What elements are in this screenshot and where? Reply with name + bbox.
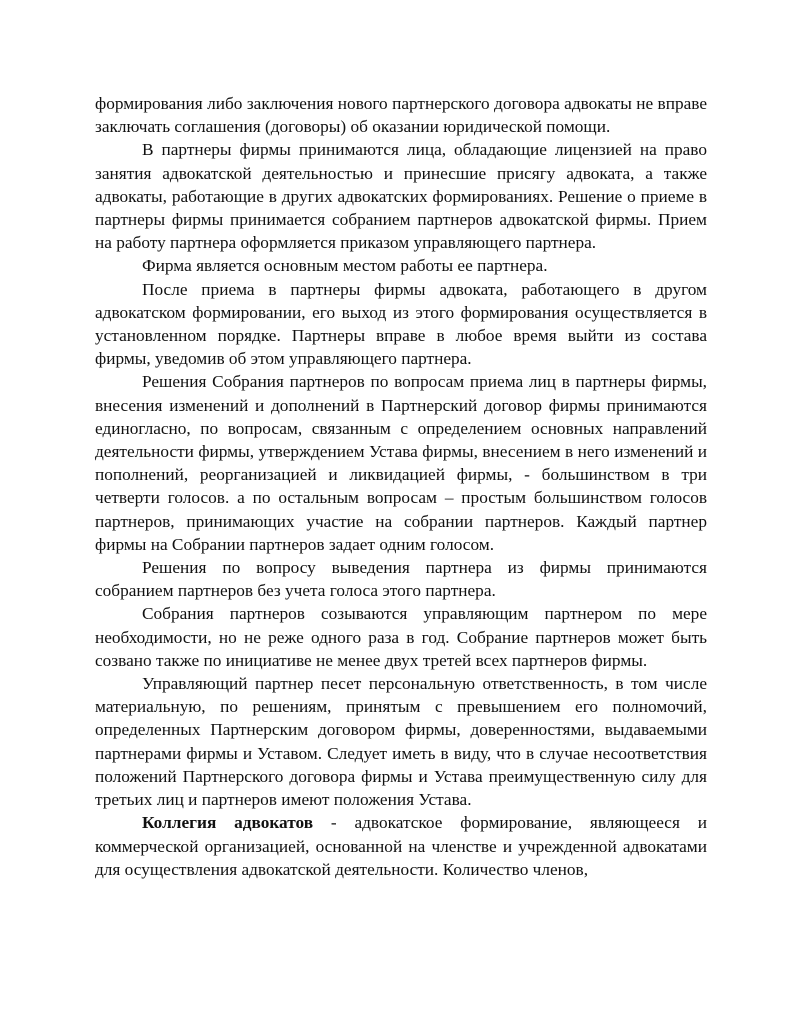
paragraph-text: - адвокатское формирование, являющееся и коммерческой организацией, основанной на членстве и учрежденной адвокатами для осуществления адвокатской деятельности. Количество членов,	[95, 813, 707, 879]
document-page	[95, 92, 707, 881]
paragraph-continuation	[95, 92, 707, 138]
paragraph-text: формирования либо заключения нового партнерского договора адвокаты не вправе заключать соглашения (договоры) об оказании юридической помощи.	[95, 94, 707, 137]
paragraph-bar-collegium	[95, 811, 707, 881]
paragraph-text: Фирма является основным местом работы ее партнера.	[142, 256, 548, 276]
paragraph-text: Решения Собрания партнеров по вопросам приема лиц в партнеры фирмы, внесения изменений и дополнений в Партнерский договор фирмы принимаются единогласно, по вопросам, связанным с определением основных направлений деятельности фирмы, утверждением Устава фирмы, внесением в него изменений и пополнений, реорганизацией и ликвидацией фирмы, - большинством в три четверти голосов. а по остальным вопросам – простым большинством голосов партнеров, принимающих участие на собрании партнеров. Каждый партнер фирмы на Собрании партнеров задает одним голосом.	[95, 372, 707, 554]
paragraph-text: Собрания партнеров созываются управляющим партнером по мере необходимости, но не реже одного раза в год. Собрание партнеров может быть созвано также по инициативе не менее двух третей всех партнеров фирмы.	[95, 604, 707, 670]
paragraph-text: После приема в партнеры фирмы адвоката, работающего в другом адвокатском формировании, его выход из этого формирования осуществляется в установленном порядке. Партнеры вправе в любое время выйти из состава фирмы, уведомив об этом управляющего партнера.	[95, 279, 707, 369]
paragraph-meeting-convening	[95, 602, 707, 672]
paragraph-meeting-decisions	[95, 370, 707, 556]
paragraph-text: Решения по вопросу выведения партнера из фирмы принимаются собранием партнеров без учета голоса этого партнера.	[95, 558, 707, 601]
paragraph-main-workplace	[95, 254, 707, 277]
paragraph-text: В партнеры фирмы принимаются лица, обладающие лицензией на право занятия адвокатской деятельностью и принесшие присягу адвоката, а также адвокаты, работающие в других адвокатских формированиях. Решение о приеме в партнеры фирмы принимается собранием партнеров адвокатской фирмы. Прием на работу партнера оформляется приказом управляющего партнера.	[95, 140, 707, 253]
paragraph-managing-partner-liability	[95, 672, 707, 811]
term-heading: Коллегия адвокатов	[142, 813, 314, 833]
paragraph-partner-removal	[95, 556, 707, 602]
paragraph-text: Управляющий партнер песет персональную ответственность, в том числе материальную, по решениям, принятым с превышением его полномочий, определенных Партнерским договором фирмы, доверенностями, выдаваемыми партнерами фирмы и Уставом. Следует иметь в виду, что в случае несоответствия положений Партнерского договора фирмы и Устава преимущественную силу для третьих лиц и партнеров имеют положения Устава.	[95, 674, 707, 810]
paragraph-admission-of-partners	[95, 138, 707, 254]
paragraph-partner-exit	[95, 278, 707, 371]
